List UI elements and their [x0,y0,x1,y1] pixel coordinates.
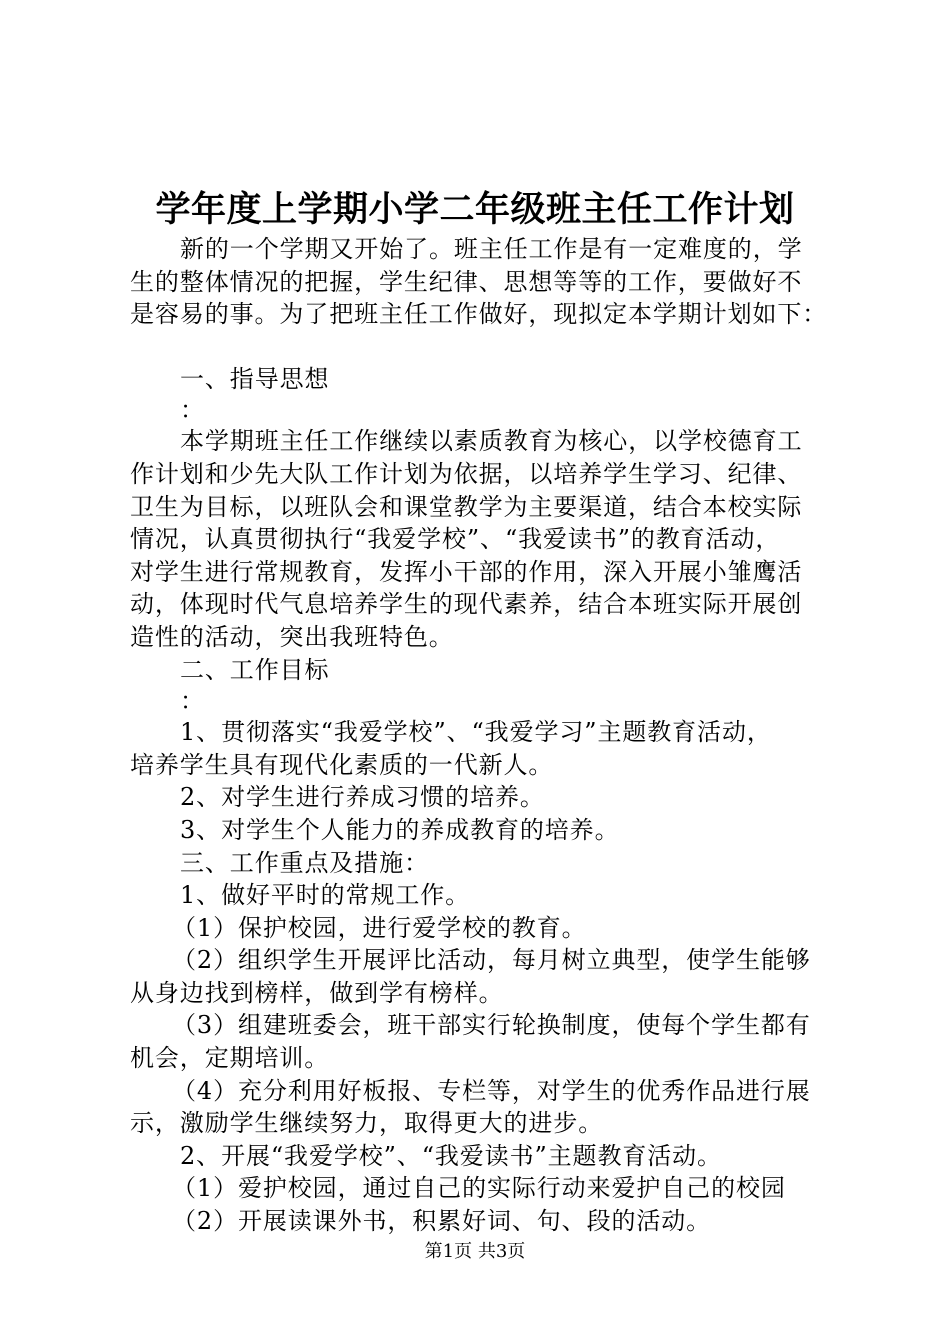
section-heading: 三、工作重点及措施： [180,848,429,877]
list-item-continuation: 培养学生具有现代化素质的一代新人。 [130,750,554,779]
paragraph-line: 情况，认真贯彻执行“我爱学校”、“我爱读书”的教育活动， [130,525,781,554]
heading-colon: ： [180,687,205,716]
blank-line [130,331,830,363]
paragraph-line: 是容易的事。为了把班主任工作做好，现拟定本学期计划如下： [130,300,828,329]
paragraph-line: 卫生为目标，以班队会和课堂教学为主要渠道，结合本校实际 [130,492,803,521]
heading-colon: ： [180,396,205,425]
sub-list-item-continuation: 从身边找到榜样，做到学有榜样。 [130,978,504,1007]
sub-list-item-continuation: 示，激励学生继续努力，取得更大的进步。 [130,1109,604,1138]
list-item: 2、对学生进行养成习惯的培养。 [180,783,545,812]
sub-list-item: （4）充分利用好板报、专栏等，对学生的优秀作品进行展 [172,1076,811,1105]
document-title: 学年度上学期小学二年级班主任工作计划 [155,189,795,230]
document-body [130,233,830,1238]
sub-list-item-continuation: 机会，定期培训。 [130,1044,330,1073]
list-item: 1、贯彻落实“我爱学校”、“我爱学习”主题教育活动， [180,718,772,747]
sub-list-item: （1）保护校园，进行爱学校的教育。 [172,913,587,942]
sub-list-item: （2）开展读课外书，积累好词、句、段的活动。 [172,1207,712,1236]
paragraph-line: 作计划和少先大队工作计划为依据，以培养学生学习、纪律、 [130,459,803,488]
paragraph-line: 动，体现时代气息培养学生的现代素养，结合本班实际开展创 [130,590,803,619]
paragraph-line: 造性的活动，突出我班特色。 [130,622,454,651]
section-heading: 一、指导思想 [180,364,330,393]
list-item: 2、开展“我爱学校”、“我爱读书”主题教育活动。 [180,1141,722,1170]
section-heading: 二、工作目标 [180,655,330,684]
paragraph-line: 本学期班主任工作继续以素质教育为核心，以学校德育工 [180,427,803,456]
page-footer: 第1页 共3页 [424,1241,526,1262]
sub-list-item: （2）组织学生开展评比活动，每月树立典型，使学生能够 [172,946,811,975]
list-item: 1、做好平时的常规工作。 [180,881,471,910]
paragraph-line: 生的整体情况的把握，学生纪律、思想等等的工作，要做好不 [130,267,803,296]
list-item: 3、对学生个人能力的养成教育的培养。 [180,815,620,844]
paragraph-line: 新的一个学期又开始了。班主任工作是有一定难度的，学 [180,235,803,263]
sub-list-item: （3）组建班委会，班干部实行轮换制度，使每个学生都有 [172,1011,811,1040]
sub-list-item: （1）爱护校园，通过自己的实际行动来爱护自己的校园 [172,1174,786,1203]
paragraph-line: 对学生进行常规教育，发挥小干部的作用，深入开展小雏鹰活 [130,557,803,586]
